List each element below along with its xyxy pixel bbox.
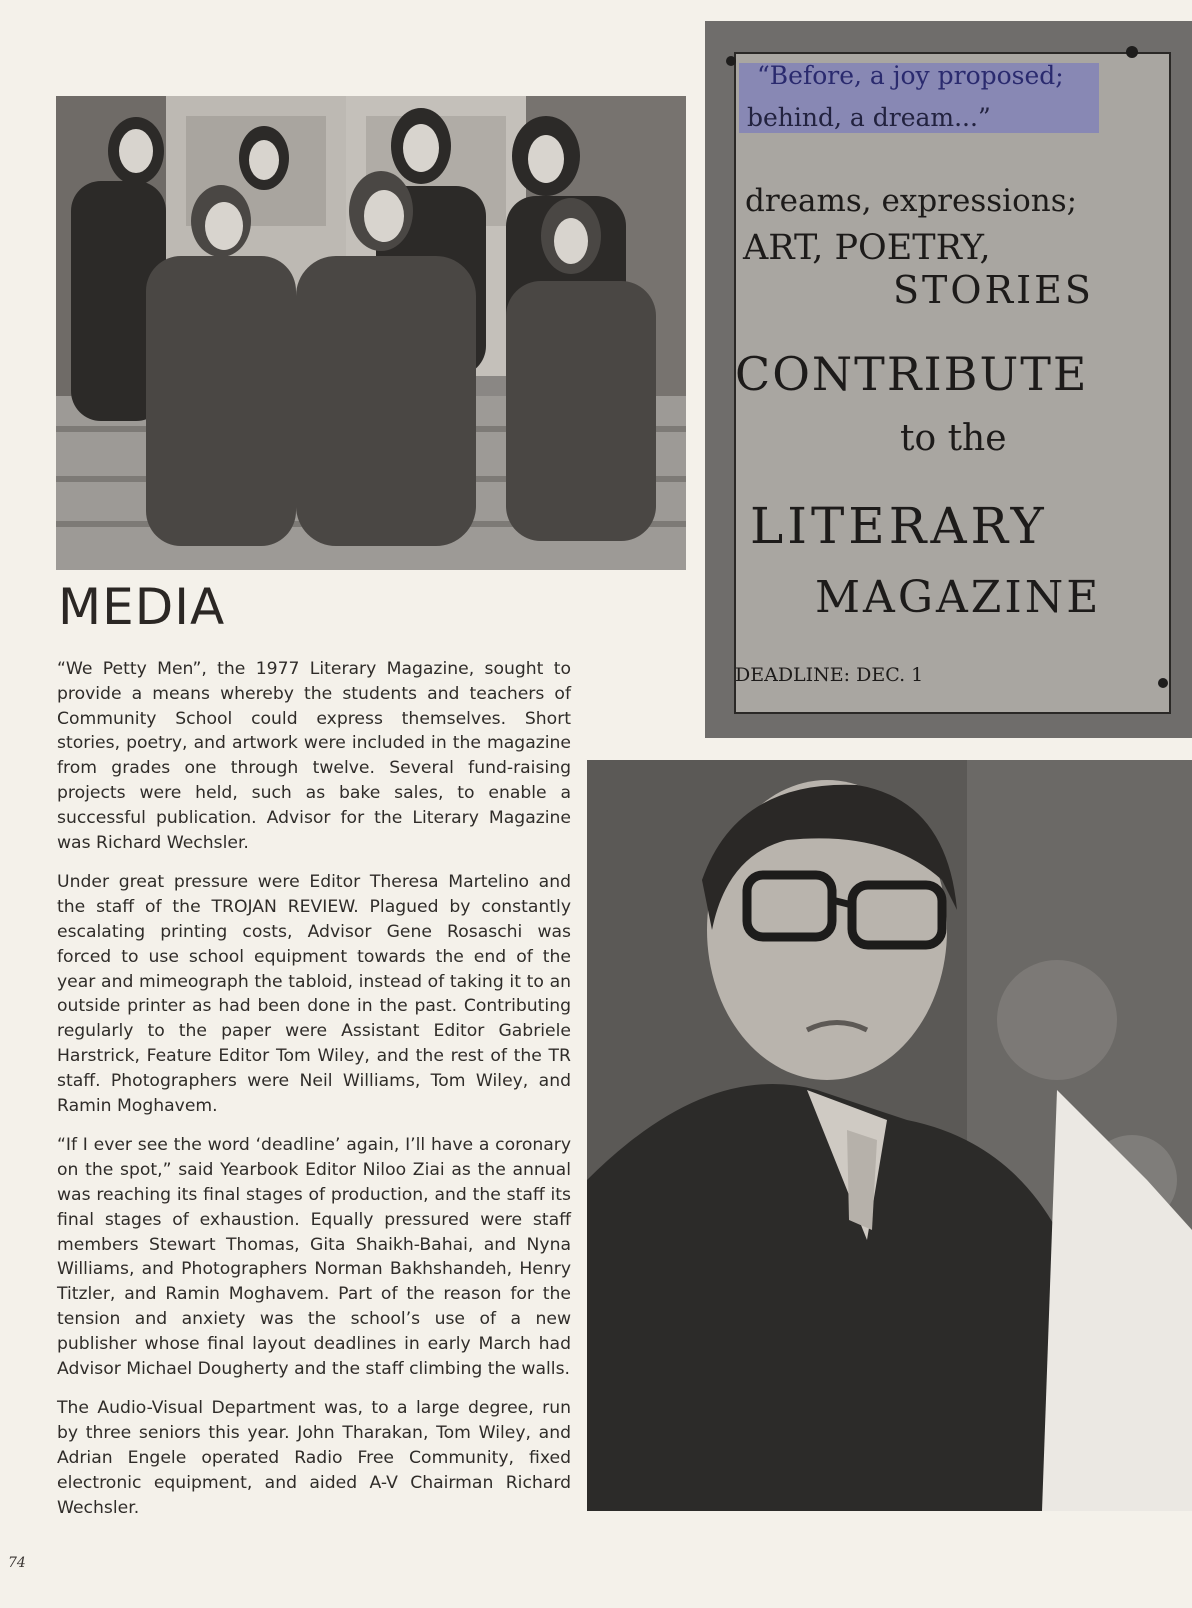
article-paragraph-trojan-review: Under great pressure were Editor Theresa Martelino and the staff of the TROJAN REVIEW. Plagued by constantly escalating printing costs, Advisor Gene Rosaschi was forced to use school equipment towards the end of the year and mimeograph the tabloid, instead of taking it to an outside printer as had been done in the past. Contributing regularly to the paper were Assistant Editor Gabriele Harstrick, Feature Editor Tom Wiley, and the rest of the TR staff. Photographers were Neil Williams, Tom Wiley, and Ramin Moghavem.: [57, 872, 571, 1116]
article-body: [57, 657, 571, 1535]
poster-line-stories: STORIES: [893, 268, 1094, 312]
poster-line-dreams: dreams, expressions;: [745, 183, 1078, 219]
portrait-illustration: [587, 760, 1192, 1511]
portrait-photo: [587, 760, 1192, 1511]
article-paragraph-yearbook: “If I ever see the word ‘deadline’ again, I’ll have a coronary on the spot,” said Yearbook Editor Niloo Ziai as the annual was reaching its final stages of production, and the staff its final stages of exhaustion. Equally pressured were staff members Stewart Thomas, Gita Shaikh-Bahai, and Nyna Williams, and Photographers Norman Bakhshandeh, Henry Titzler, and Ramin Moghavem. Part of the reason for the tension and anxiety was the school’s use of a new publisher whose final layout deadlines in early March had Advisor Michael Dougherty and the staff climbing the walls.: [57, 1135, 571, 1379]
poster-photo: [705, 21, 1192, 738]
poster-line-to-the: to the: [900, 418, 1007, 459]
group-photo: [56, 96, 686, 570]
poster-line-magazine: MAGAZINE: [815, 572, 1102, 623]
poster-line-art-poetry: ART, POETRY,: [743, 228, 991, 268]
group-photo-illustration: [56, 96, 686, 570]
poster-line-literary: LITERARY: [750, 497, 1048, 555]
page-number: 74: [8, 1555, 26, 1571]
article-paragraph-audio-visual: The Audio-Visual Department was, to a large degree, run by three seniors this year. John Tharakan, Tom Wiley, and Adrian Engele operated Radio Free Community, fixed electronic equipment, and aided A-V Chairman Richard Wechsler.: [57, 1398, 571, 1518]
poster-deadline: DEADLINE: DEC. 1: [735, 664, 924, 686]
page-title: MEDIA: [58, 578, 226, 636]
poster-line-contribute: CONTRIBUTE: [735, 347, 1089, 401]
poster-quote-line-1: “Before, a joy proposed;: [757, 61, 1064, 90]
article-paragraph-literary-magazine: “We Petty Men”, the 1977 Literary Magazine, sought to provide a means whereby the students and teachers of Community School could express themselves. Short stories, poetry, and artwork were included in the magazine from grades one through twelve. Several fund-raising projects were held, such as bake sales, to enable a successful publication. Advisor for the Literary Magazine was Richard Wechsler.: [57, 659, 571, 853]
poster-quote-line-2: behind, a dream...”: [747, 103, 991, 132]
